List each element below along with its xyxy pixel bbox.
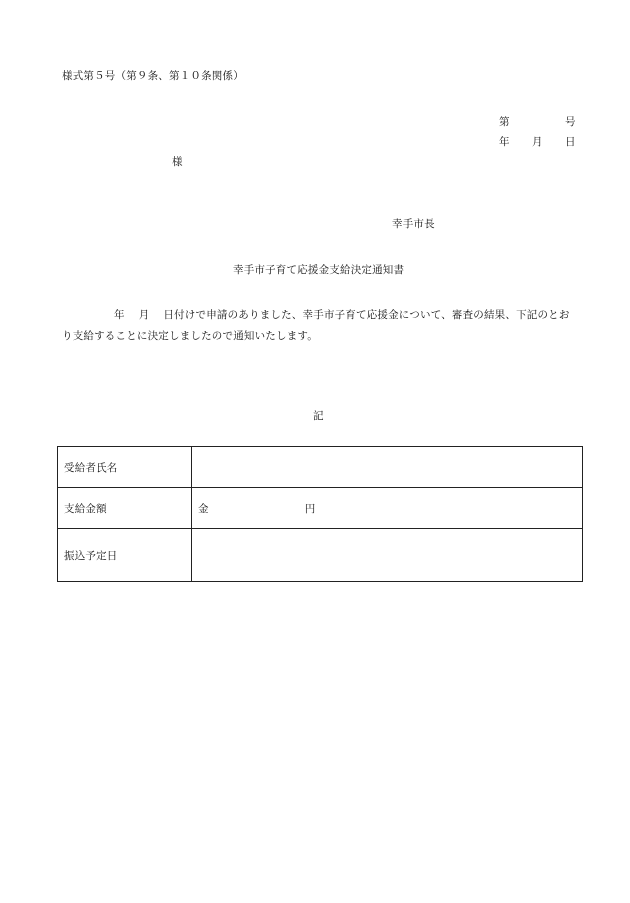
payment-info-table: [57, 446, 583, 582]
amount-unit: 円: [304, 502, 316, 515]
amount-prefix: 金: [198, 502, 209, 515]
ki-heading: 記: [313, 410, 324, 422]
transfer-date-label: 振込予定日: [58, 529, 192, 582]
recipient-name-label: 受給者氏名: [58, 447, 192, 488]
document-number-label: 第: [499, 116, 510, 128]
body-month-label: 月: [138, 309, 150, 321]
document-number-suffix: 号: [565, 116, 576, 128]
payment-amount-value[interactable]: [192, 488, 583, 529]
payment-amount-label: 支給金額: [58, 488, 192, 529]
transfer-date-value[interactable]: [192, 529, 583, 582]
addressee-suffix: 様: [172, 156, 183, 168]
date-day-label: 日: [565, 136, 576, 148]
date-month-label: 月: [532, 136, 543, 148]
table-row: [58, 447, 583, 488]
body-line-1-text: 日付けで申請のありました、幸手市子育て応援金について、審査の結果、下記のとお: [163, 309, 570, 321]
body-year-label: 年: [114, 309, 125, 321]
date-year-label: 年: [499, 136, 510, 148]
document-title: 幸手市子育て応援金支給決定通知書: [233, 264, 405, 276]
notice-body-line-2: り支給することに決定しましたので通知いたします。: [62, 330, 318, 342]
issuer-name: 幸手市長: [392, 218, 435, 230]
table-row: [58, 488, 583, 529]
notice-body-line-1: [62, 305, 580, 326]
form-number: 様式第５号（第９条、第１０条関係）: [62, 70, 244, 82]
recipient-name-value[interactable]: [192, 447, 583, 488]
notice-body: [62, 305, 580, 347]
table-row: [58, 529, 583, 582]
